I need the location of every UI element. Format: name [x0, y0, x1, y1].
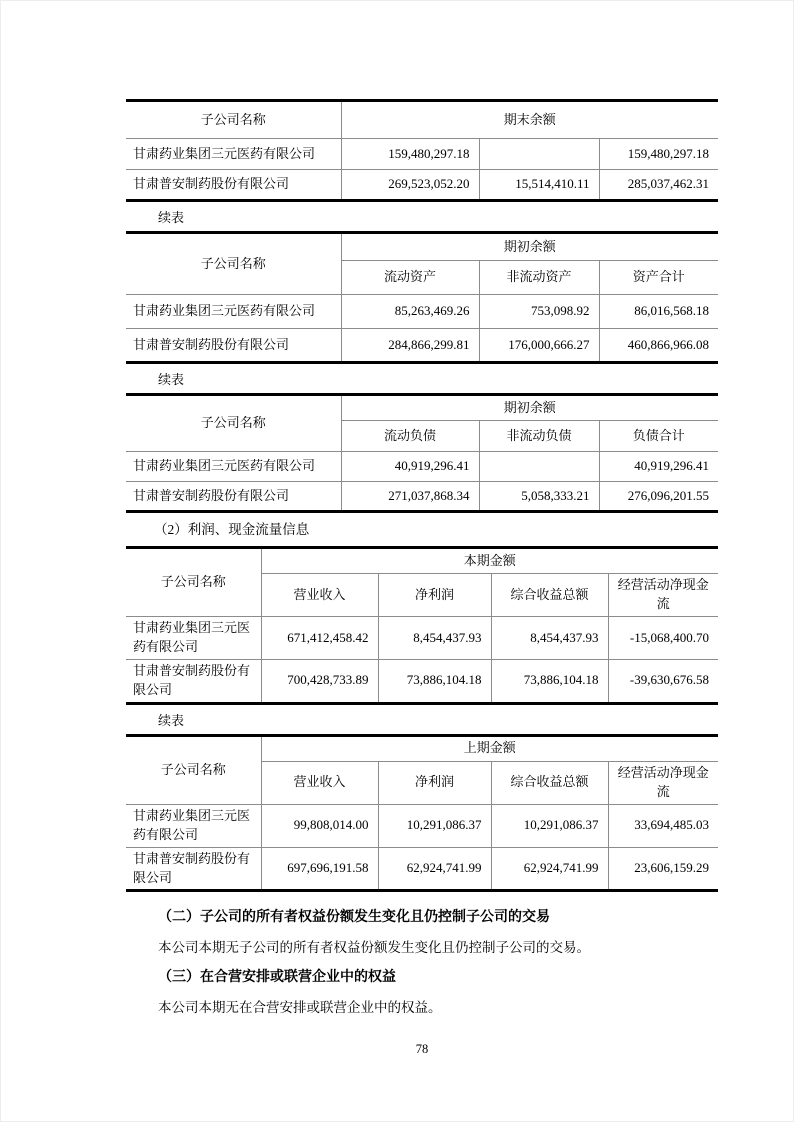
column-header-net-profit: 净利润 [378, 761, 491, 804]
table-row [126, 139, 718, 170]
subsidiary-opening-assets-table [126, 231, 718, 364]
section-heading-joint-ventures: （三）在合营安排或联营企业中的权益 [158, 970, 396, 986]
value-cell: 86,016,568.18 [599, 295, 718, 329]
value-cell: 73,886,104.18 [491, 660, 608, 704]
value-cell: 85,263,469.26 [341, 295, 479, 329]
section-heading-owner-equity-change: （二）子公司的所有者权益份额发生变化且仍控制子公司的交易 [158, 910, 550, 926]
column-header-total-comprehensive-income: 综合收益总额 [491, 761, 608, 804]
value-cell: 284,866,299.81 [341, 329, 479, 363]
subsidiary-name-cell: 甘肃药业集团三元医药有限公司 [126, 452, 341, 482]
section-body-owner-equity-change: 本公司本期无子公司的所有者权益份额发生变化且仍控制子公司的交易。 [158, 940, 590, 956]
value-cell: 23,606,159.29 [608, 847, 718, 891]
continued-table-label: 续表 [158, 372, 185, 387]
continued-table-label: 续表 [158, 210, 185, 225]
subsidiary-ending-balance-table [126, 99, 718, 202]
value-cell [479, 139, 599, 170]
value-cell: 40,919,296.41 [599, 452, 718, 482]
subsidiary-current-period-table [126, 546, 718, 705]
value-cell: 753,098.92 [479, 295, 599, 329]
value-cell: 176,000,666.27 [479, 329, 599, 363]
column-header-total-assets: 资产合计 [599, 261, 718, 295]
subsidiary-name-cell: 甘肃普安制药股份有限公司 [126, 660, 261, 704]
subsidiary-name-cell: 甘肃普安制药股份有限公司 [126, 482, 341, 512]
table-row [126, 804, 718, 847]
column-header-operating-revenue: 营业收入 [261, 574, 378, 617]
column-header-subsidiary-name: 子公司名称 [126, 101, 341, 139]
section-body-joint-ventures: 本公司本期无在合营安排或联营企业中的权益。 [158, 1000, 442, 1016]
value-cell: 33,694,485.03 [608, 804, 718, 847]
page-content [126, 1, 718, 1057]
value-cell: -39,630,676.58 [608, 660, 718, 704]
group-header-prior-period: 上期金额 [261, 735, 718, 761]
value-cell: 62,924,741.99 [378, 847, 491, 891]
value-cell: 10,291,086.37 [378, 804, 491, 847]
group-header-current-period: 本期金额 [261, 548, 718, 574]
column-header-subsidiary-name: 子公司名称 [126, 395, 341, 452]
subsidiary-name-cell: 甘肃药业集团三元医药有限公司 [126, 617, 261, 660]
value-cell: 10,291,086.37 [491, 804, 608, 847]
subsidiary-name-cell: 甘肃药业集团三元医药有限公司 [126, 804, 261, 847]
column-header-operating-net-cashflow: 经营活动净现金流 [608, 761, 718, 804]
subsidiary-name-cell: 甘肃普安制药股份有限公司 [126, 329, 341, 363]
subsidiary-name-cell: 甘肃药业集团三元医药有限公司 [126, 295, 341, 329]
table-row [126, 482, 718, 512]
column-header-total-liabilities: 负债合计 [599, 421, 718, 452]
value-cell: 271,037,868.34 [341, 482, 479, 512]
column-header-subsidiary-name: 子公司名称 [126, 548, 261, 617]
value-cell: 73,886,104.18 [378, 660, 491, 704]
value-cell [479, 452, 599, 482]
table-row [126, 452, 718, 482]
table-row [126, 847, 718, 891]
group-header-ending-balance: 期末余额 [341, 101, 718, 139]
table-row [126, 660, 718, 704]
column-header-operating-revenue: 营业收入 [261, 761, 378, 804]
page-number: 78 [415, 1042, 429, 1057]
column-header-subsidiary-name: 子公司名称 [126, 735, 261, 804]
column-header-current-liabilities: 流动负债 [341, 421, 479, 452]
subsidiary-prior-period-table [126, 734, 718, 893]
group-header-opening-balance: 期初余额 [341, 233, 718, 261]
value-cell: 40,919,296.41 [341, 452, 479, 482]
column-header-operating-net-cashflow: 经营活动净现金流 [608, 574, 718, 617]
value-cell: 62,924,741.99 [491, 847, 608, 891]
value-cell: -15,068,400.70 [608, 617, 718, 660]
value-cell: 99,808,014.00 [261, 804, 378, 847]
column-header-total-comprehensive-income: 综合收益总额 [491, 574, 608, 617]
subsidiary-name-cell: 甘肃药业集团三元医药有限公司 [126, 139, 341, 170]
continued-table-label: 续表 [158, 712, 185, 728]
column-header-net-profit: 净利润 [378, 574, 491, 617]
section-heading-profit-cashflow: （2）利润、现金流量信息 [154, 522, 310, 537]
column-header-noncurrent-liabilities: 非流动负债 [479, 421, 599, 452]
table-row [126, 295, 718, 329]
value-cell: 8,454,437.93 [491, 617, 608, 660]
subsidiary-name-cell: 甘肃普安制药股份有限公司 [126, 170, 341, 201]
value-cell: 5,058,333.21 [479, 482, 599, 512]
value-cell: 269,523,052.20 [341, 170, 479, 201]
subsidiary-opening-liabilities-table [126, 393, 718, 513]
column-header-subsidiary-name: 子公司名称 [126, 233, 341, 295]
value-cell: 15,514,410.11 [479, 170, 599, 201]
value-cell: 8,454,437.93 [378, 617, 491, 660]
value-cell: 285,037,462.31 [599, 170, 718, 201]
column-header-current-assets: 流动资产 [341, 261, 479, 295]
table-row [126, 329, 718, 363]
subsidiary-name-cell: 甘肃普安制药股份有限公司 [126, 847, 261, 891]
value-cell: 159,480,297.18 [599, 139, 718, 170]
value-cell: 159,480,297.18 [341, 139, 479, 170]
value-cell: 460,866,966.08 [599, 329, 718, 363]
value-cell: 671,412,458.42 [261, 617, 378, 660]
value-cell: 697,696,191.58 [261, 847, 378, 891]
column-header-noncurrent-assets: 非流动资产 [479, 261, 599, 295]
group-header-opening-balance: 期初余额 [341, 395, 718, 421]
value-cell: 276,096,201.55 [599, 482, 718, 512]
table-row [126, 617, 718, 660]
table-row [126, 170, 718, 201]
value-cell: 700,428,733.89 [261, 660, 378, 704]
